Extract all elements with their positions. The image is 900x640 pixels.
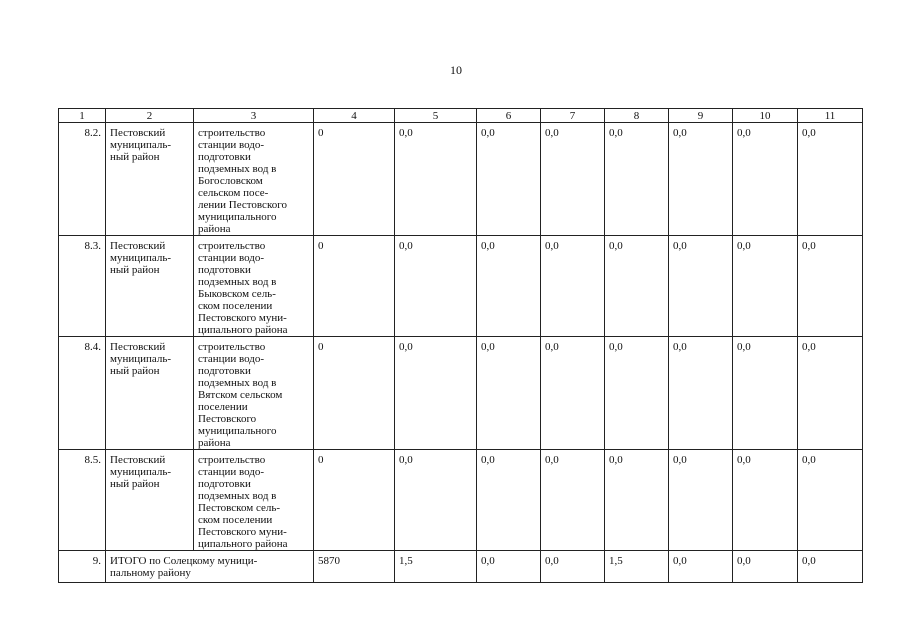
table-row (59, 236, 863, 337)
value-cell: 1,5 (605, 551, 669, 583)
description-line: поселении (198, 401, 248, 413)
description-line: станции водо- (198, 466, 265, 478)
value-cell: 0,0 (541, 123, 605, 236)
row-number: 8.3. (59, 236, 106, 337)
row-number: 9. (59, 551, 106, 583)
district-line: Пестовский (110, 341, 166, 353)
value-cell: 0,0 (733, 123, 798, 236)
page-number: 10 (450, 63, 462, 77)
value-cell: 0,0 (733, 337, 798, 450)
table-row (59, 337, 863, 450)
value-cell: 0,0 (395, 337, 477, 450)
column-header: 1 (59, 109, 106, 123)
district-cell (106, 337, 194, 450)
row-number: 8.5. (59, 450, 106, 551)
value-cell: 1,5 (395, 551, 477, 583)
value-cell: 0,0 (477, 450, 541, 551)
district-line: Пестовский (110, 240, 166, 252)
district-line: ный район (110, 264, 160, 276)
total-row (59, 551, 863, 583)
value-cell: 0,0 (798, 123, 863, 236)
column-header: 3 (194, 109, 314, 123)
column-header: 6 (477, 109, 541, 123)
table-header-row (59, 109, 863, 123)
value-cell: 0,0 (477, 123, 541, 236)
description-line: района (198, 223, 231, 235)
value-cell: 0,0 (605, 337, 669, 450)
description-line: станции водо- (198, 139, 265, 151)
description-cell (194, 123, 314, 236)
description-line: подготовки (198, 365, 251, 377)
description-line: сельском посе- (198, 187, 269, 199)
value-cell: 0,0 (541, 337, 605, 450)
description-line: подготовки (198, 151, 251, 163)
district-line: ный район (110, 151, 160, 163)
value-cell: 0,0 (477, 236, 541, 337)
value-cell: 0,0 (669, 337, 733, 450)
description-line: ципального района (198, 538, 288, 550)
row-number: 8.4. (59, 337, 106, 450)
value-cell: 0,0 (605, 236, 669, 337)
total-label-line: ИТОГО по Солецкому муници- (110, 555, 258, 567)
description-line: подземных вод в (198, 276, 277, 288)
data-table (58, 108, 863, 583)
district-cell (106, 450, 194, 551)
value-cell: 0 (314, 450, 395, 551)
value-cell: 0,0 (477, 337, 541, 450)
description-line: строительство (198, 127, 266, 139)
district-cell (106, 236, 194, 337)
value-cell: 0,0 (733, 450, 798, 551)
description-line: строительство (198, 341, 266, 353)
description-line: подготовки (198, 478, 251, 490)
description-line: ципального района (198, 324, 288, 336)
value-cell: 0,0 (395, 123, 477, 236)
description-line: района (198, 437, 231, 449)
description-line: муниципального (198, 425, 277, 437)
value-cell: 0,0 (395, 450, 477, 551)
description-line: Пестовского муни- (198, 526, 287, 538)
row-number: 8.2. (59, 123, 106, 236)
value-cell: 0,0 (798, 337, 863, 450)
value-cell: 5870 (314, 551, 395, 583)
column-header: 9 (669, 109, 733, 123)
description-line: Богословском (198, 175, 263, 187)
description-cell (194, 337, 314, 450)
table-row (59, 123, 863, 236)
value-cell: 0,0 (669, 123, 733, 236)
value-cell: 0,0 (541, 236, 605, 337)
district-line: ный район (110, 478, 160, 490)
column-header: 8 (605, 109, 669, 123)
value-cell: 0,0 (541, 450, 605, 551)
district-line: Пестовский (110, 454, 166, 466)
district-line: муниципаль- (110, 466, 172, 478)
total-label-cell (106, 551, 314, 583)
value-cell: 0,0 (395, 236, 477, 337)
value-cell: 0 (314, 123, 395, 236)
table-row (59, 450, 863, 551)
description-line: Пестовского муни- (198, 312, 287, 324)
description-line: ском поселении (198, 514, 273, 526)
district-line: муниципаль- (110, 139, 172, 151)
value-cell: 0 (314, 236, 395, 337)
description-line: подготовки (198, 264, 251, 276)
column-header: 2 (106, 109, 194, 123)
value-cell: 0,0 (798, 236, 863, 337)
description-line: строительство (198, 454, 266, 466)
value-cell: 0,0 (541, 551, 605, 583)
value-cell: 0 (314, 337, 395, 450)
district-line: Пестовский (110, 127, 166, 139)
column-header: 7 (541, 109, 605, 123)
value-cell: 0,0 (477, 551, 541, 583)
description-line: лении Пестовского (198, 199, 287, 211)
value-cell: 0,0 (669, 236, 733, 337)
total-label-line: пальному району (110, 567, 191, 579)
description-cell (194, 450, 314, 551)
description-line: Вятском сельском (198, 389, 283, 401)
description-line: Пестовском сель- (198, 502, 281, 514)
description-line: подземных вод в (198, 163, 277, 175)
column-header: 10 (733, 109, 798, 123)
district-cell (106, 123, 194, 236)
description-line: Пестовского (198, 413, 257, 425)
value-cell: 0,0 (798, 450, 863, 551)
column-header: 4 (314, 109, 395, 123)
value-cell: 0,0 (798, 551, 863, 583)
value-cell: 0,0 (605, 123, 669, 236)
value-cell: 0,0 (733, 551, 798, 583)
district-line: муниципаль- (110, 252, 172, 264)
value-cell: 0,0 (605, 450, 669, 551)
value-cell: 0,0 (733, 236, 798, 337)
district-line: муниципаль- (110, 353, 172, 365)
description-line: Быковском сель- (198, 288, 276, 300)
description-line: ском поселении (198, 300, 273, 312)
description-line: подземных вод в (198, 377, 277, 389)
column-header: 5 (395, 109, 477, 123)
description-line: станции водо- (198, 353, 265, 365)
description-line: строительство (198, 240, 266, 252)
district-line: ный район (110, 365, 160, 377)
column-header: 11 (798, 109, 863, 123)
description-cell (194, 236, 314, 337)
description-line: станции водо- (198, 252, 265, 264)
value-cell: 0,0 (669, 450, 733, 551)
value-cell: 0,0 (669, 551, 733, 583)
description-line: муниципального (198, 211, 277, 223)
description-line: подземных вод в (198, 490, 277, 502)
